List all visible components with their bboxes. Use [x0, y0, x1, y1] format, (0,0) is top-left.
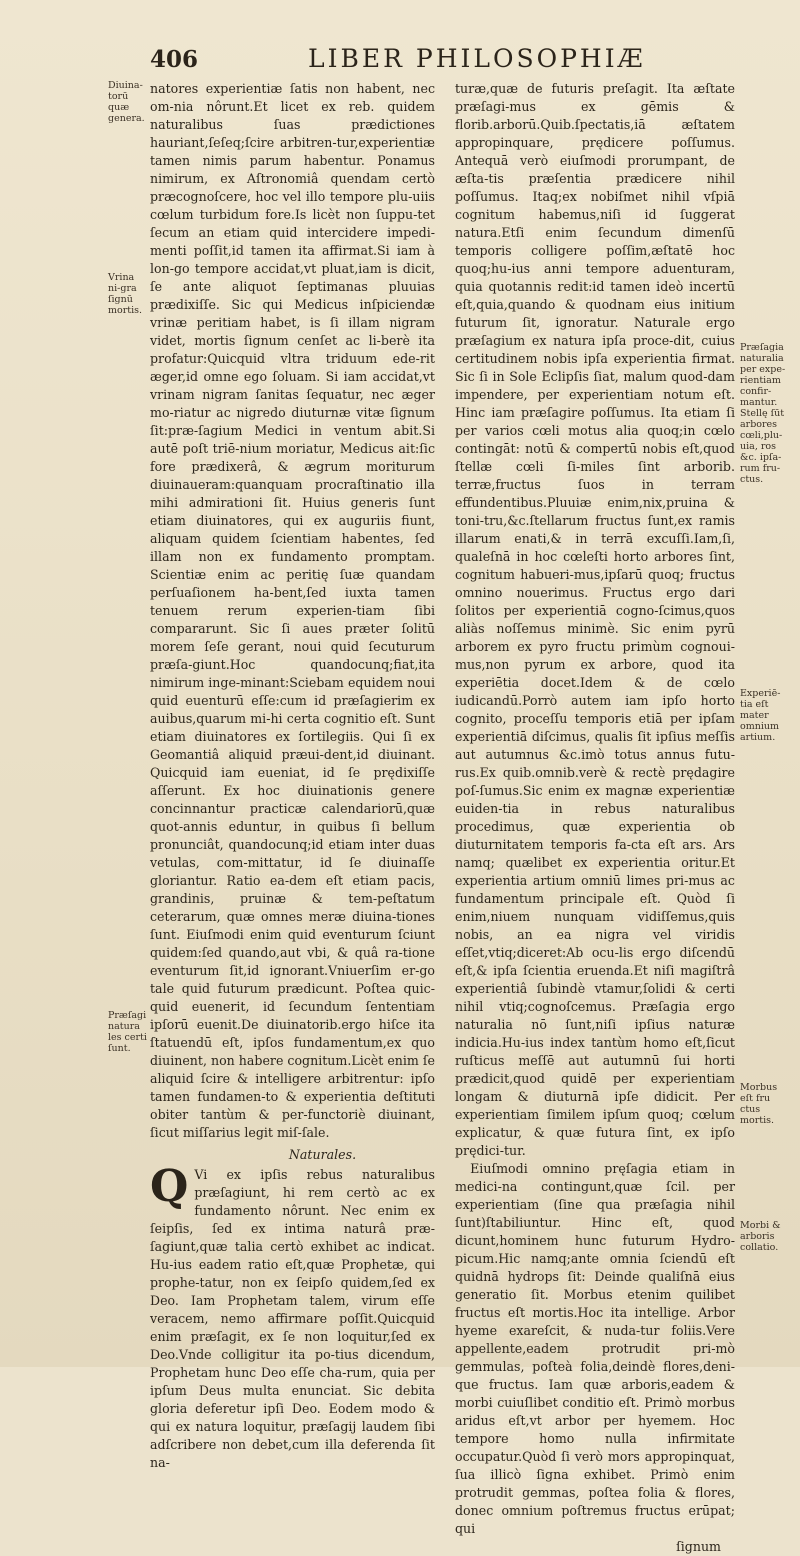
margin-note-left: Præſagi natura les certi ſunt. [108, 1010, 147, 1054]
margin-note-right: Experiē-tia eſt mater omnium artium. [740, 688, 781, 743]
catchword: ſignum [676, 1539, 721, 1554]
page-header [150, 44, 710, 74]
margin-note-right: Morbus eſt fru ctus mortis. [740, 1082, 778, 1126]
page-number: 406 [150, 46, 199, 73]
running-title: LIBER PHILOSOPHIÆ [308, 44, 646, 73]
body-paragraph: Eiuſmodi omnino pręſagia etiam in medici-na contingunt,quæ ſcil. per experientiam (ſine qua præſagia nihil ſunt)ſtabiliuntur. Hinc eſt, quod dicunt,hominem hunc futurum Hydro-picum.Hic namq;ante omnia ſciendū eſt quidnā hydrops ſit: Deinde qualiſnā eius generatio ſit. Morbus etenim quilibet fructus eſt mortis.Hoc ita intellige. Arbor hyeme exareſcit, & nuda-tur foliis.Vere appellente,eadem protrudit pri-mò gemmulas, poſteà folia,deindè flores,deni-que fructus. Iam quæ arboris,eadem & morbi cuiuſlibet conditio eſt. Primò morbus aridus eſt,vt arbor per hyemem. Hoc tempore homo nulla infirmitate occupatur.Quòd ſi verò mors appropinquat, ſua illicò ſigna exhibet. Primò enim protrudit gemmas, poſtea folia & flores, donec omnium poſtremus fructus erūpat; qui [455, 1161, 735, 1536]
margin-note-left: Diuina-torū quæ genera. [108, 80, 145, 124]
body-paragraph: natores experientiæ ſatis non habent, nec om-nia nôrunt.Et licet ex reb. quidem naturalibus ſuas prædictiones hauriant,ſeſeq;ſcire arbitren-tur,experientiæ tamen nimis parum habentur. Ponamus nimirum, ex Aſtronomiâ quendam certò præcognoſcere, hoc vel illo tempore plu-uiis cœlum turbidum fore.Is licèt non ſuppu-tet ſecum an etiam quid intercidere impedi-menti poſſit,id tamen ita affirmat.Si iam à lon-go tempore accidat,vt pluat,iam is dicit, ſe ante aliquot ſeptimanas pluuias prædixiſſe. Sic qui Medicus inſpiciendæ vrinæ peritiam habet, is ſi illam nigram videt, mortis ſignum cenſet ac li-berè ita profatur:Quicquid vltra triduum ede-rit æger,id omne ego ſoluam. Si iam accidat,vt vrinam nigram ſanitas ſequatur, nec æger mo-riatur ac nigredo diuturnæ vitæ ſignum ſit:præ-ſagium Medici in ventum abit.Si autē poſt triē-nium moriatur, Medicus ait:ſic fore prædixerâ, & ægrum moriturum diuinaueram:quanquam procraſtinatio illa mihi admirationi ſit. Huius generis ſunt etiam diuinatores, qui ex auguriis fiunt, aliquam quidem ſcientiam habentes, ſed illam non ex fundamento promptam. Scientiæ enim ac peritię ſuæ quandam perſuaſionem ha-bent,ſed iuxta tamen tenuem rerum experien-tiam ſibi compararunt. Sic ſi aues præter ſolitū morem ſeſe gerant, noui quid ſecuturum præſa-giunt.Hoc quandocunq;fiat,ita nimirum inge-minant:Sciebam equidem noui quid euenturū eſſe:cum id præſagierim ex auibus,quarum mi-hi certa cognitio eſt. Sunt etiam diuinatores ex ſortilegiis. Qui ſi ex Geomantiâ aliquid præui-dent,id diuinant. Quicquid iam eueniat, id ſe prędixiſſe aſſerunt. Ex hoc diuinationis genere concinnantur practicæ calendariorū,quæ quot-annis eduntur, in quibus ſi bellum pronunciât, quandocunq;id etiam inter duas vetulas, com-mittatur, id ſe diuinaſſe gloriantur. Ratio ea-dem eſt etiam pacis, grandinis, pruinæ & tem-peſtatum ceterarum, quæ omnes meræ diuina-tiones ſunt. Eiuſmodi enim quid eventurum ſciunt quidem:ſed quando,aut vbi, & quâ ra-tione eventurum ſit,id ignorant.Vniuerſim er-go tale quid futurum prædicunt. Poſtea quic-quid euenerit, id ſecundum ſententiam ipſorū euenit.De diuinatorib.ergo hiſce ita ſtatuendū eſt, ipſos fundamentum,ex quo diuinent, non habere cognitum.Licèt enim ſe aliquid ſcire & intelligere arbitrentur: ipſo tamen fundamen-to & experientia deſtituti obiter tantùm & per-functoriè diuinant, ſicut miſſarius legit miſ-ſale. [150, 81, 435, 1140]
body-paragraph [150, 1161, 435, 1472]
section-heading: Naturales. [288, 1147, 357, 1162]
right-column [455, 80, 735, 1556]
margin-note-right: Morbi & arboris collatio. [740, 1220, 781, 1253]
drop-cap: Q [150, 1161, 189, 1212]
paragraph-text: Vi ex ipſis rebus naturalibus præſagiunt, hi rem certò ac ex fundamento nôrunt. Nec enim ex ſeipſis, ſed ex intima naturâ præ-ſagiunt,quæ talia certò exhibet ac indicat. Hu-ius eadem ratio eſt,quæ Prophetæ, qui prophe-tatur, non ex ſeipſo quidem,ſed ex Deo. Iam Prophetam talem, virum eſſe veracem, nemo affirmare poſſit.Quicquid enim præſagit, ex ſe non loquitur,ſed ex Deo.Vnde colligitur ita po-tius dicendum, Prophetam hunc Deo eſſe cha-rum, quia per ipſum Deus multa enunciat. Sic debita gloria deferetur ipſi Deo. Eodem modo & qui ex natura loquitur, præſagij laudem ſibi adſcribere non debet,cum illa deferenda ſit na- [150, 1167, 435, 1470]
margin-note-right: Præſagia naturalia per expe-rientiam confir-mantur. Stellę ſūt arbores cœli,plu-uia, ros &c. ipſa-rum fru-ctus. [740, 342, 786, 485]
left-column [150, 80, 435, 1472]
body-paragraph: turæ,quæ de futuris preſagit. Ita æſtate præſagi-mus ex gēmis & florib.arborū.Quib.ſpectatis,iā æſtatem appropinquare, prędicere poſſumus. Antequā verò eiuſmodi prorumpant, de æſta-tis præſentia prædicere nihil poſſumus. Itaq;ex nobiſmet nihil vſpiā cognitum habemus,niſi id ſuggerat natura.Etſi enim ſecundum dimenſū temporis colligere poſſim,æſtatē hoc quoq;hu-ius anni tempore aduenturam, quia quotannis redit:id tamen ideò incertū eſt,quia,quando & quodnam eius initium futurum ſit, ignoratur. Naturale ergo præſagium ex natura ipſa proce-dit, cuius certitudinem nobis ipſa experientia firmat. Sic ſi in Sole Eclipſis ſiat, malum quod-dam impendere, per experientiam notum eſt. Hinc iam præſagire poſſumus. Ita etiam ſi per varios cœli motus alia quoq;in cœlo contingāt: notū & compertū nobis eſt,quod ſtellæ cœli ſi-miles ſint arborib. terræ,fructus ſuos in terram effundentibus.Pluuiæ enim,nix,pruina & toni-tru,&c.ſtellarum fructus ſunt,ex ramis illarum enati,& in terrā excuſſi.Iam,ſi, qualeſnā in hoc cœleſti horto arbores ſint, cognitum habueri-mus,ipſarū quoq; fructus omnino nouerimus. Fructus ergo dari ſolitos per experientiā cogno-ſcimus,quos aliàs noſſemus minimè. Sic enim pyrū arborem ex pyro fructu primùm cognoui-mus,non pyrum ex arbore, quod ita experiētia docet.Idem & de cœlo iudicandū.Porrò autem iam ipſo horto cognito, proceſſu temporis etiā per ipſam experientiā diſcimus, qualis ſit ipſius meſſis aut autumnus &c.imò totus annus futu-rus.Ex quib.omnib.verè & rectè prędagire poſ-ſumus.Sic enim ex magnæ experientiæ euiden-tia in rebus naturalibus procedimus, quæ experientia ob diuturnitatem temporis fa-cta eſt ars. Ars namq; quælibet ex experientia oritur.Et experientia artium omniū limes pri-mus ac fundamentum principale eſt. Quòd ſi enim,niuem nunquam vidiſſemus,quis nobis, an ea nigra vel viridis eſſet,vtiq;diceret:Ab ocu-lis ergo diſcendū eſt,& ipſa ſcientia eruenda.Et niſi magiſtrâ experientiâ ſubindè vtamur,ſolidi & certi nihil vtiq;cognoſcemus. Præſagia ergo naturalia nō ſunt,niſi ipſius naturæ indicia.Hu-ius index tantùm homo eſt,ſicut ruſticus meſſē aut autumnū ſui horti prædicit,quod quidē per experientiam longam & diuturnā ipſe didicit. Per experientiam ſimilem ipſum quoq; cœlum explicatur, & quæ futura ſint, ex ipſo prędici-tur. [455, 81, 735, 1158]
margin-note-left: Vrina ni-gra ſignū mortis. [108, 272, 143, 316]
